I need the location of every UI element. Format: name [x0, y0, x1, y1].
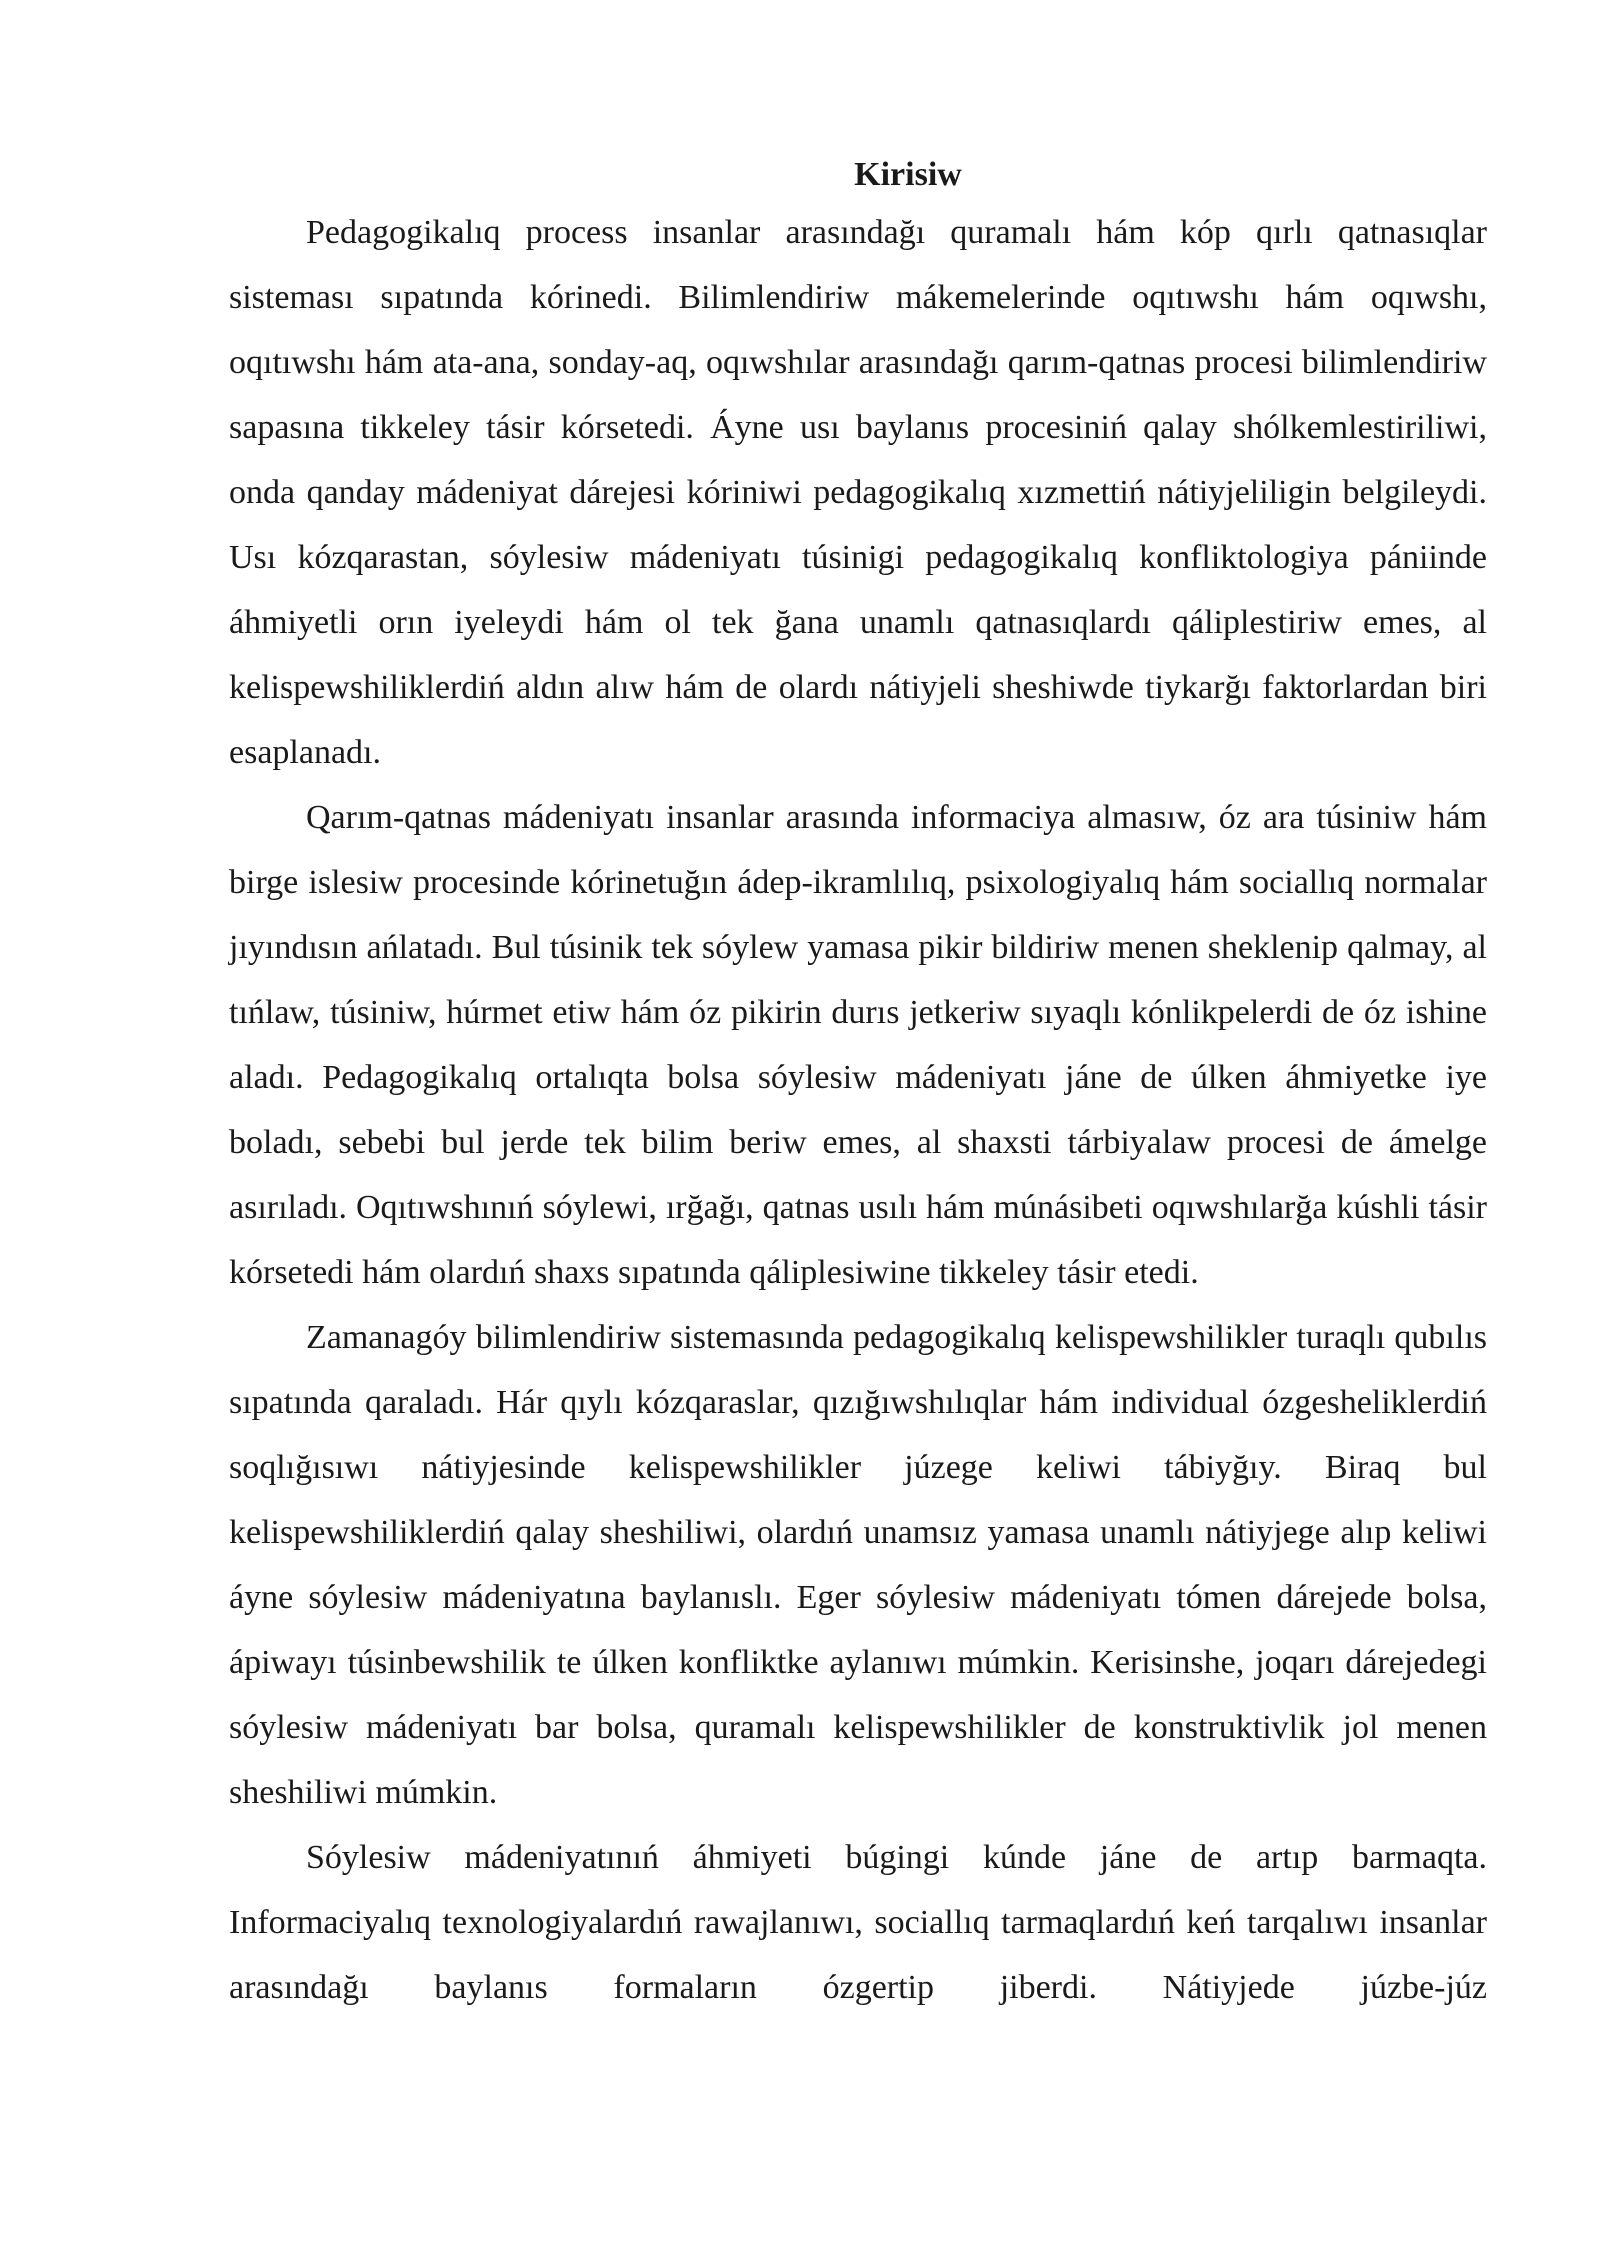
document-body [229, 150, 1487, 2020]
page-title: Kirisiw [854, 156, 962, 193]
paragraph: Pedagogikalıq process insanlar arasındağı quramalı hám kóp qırlı qatnasıqlar sisteması sıpatında kórinedi. Bilimlendiriw mákemelerinde oqıtıwshı hám oqıwshı, oqıtıwshı hám ata-ana, sonday-aq, oqıwshılar arasındağı qarım-qatnas procesi bilimlendiriw sapasına tikkeley tásir kórsetedi. Áyne usı baylanıs procesiniń qalay shólkemlestiriliwi, onda qanday mádeniyat dárejesi kóriniwi pedagogikalıq xızmettiń nátiyjeliligin belgileydi. Usı kózqarastan, sóylesiw mádeniyatı túsinigi pedagogikalıq konfliktologiya pániinde áhmiyetli orın iyeleydi hám ol tek ğana unamlı qatnasıqlardı qáliplestiriw emes, al kelispewshiliklerdiń aldın alıw hám de olardı nátiyjeli sheshiwde tiykarğı faktorlardan biri esaplanadı. [229, 214, 1487, 771]
paragraph: Zamanagóy bilimlendiriw sistemasında pedagogikalıq kelispewshilikler turaqlı qubılıs sıpatında qaraladı. Hár qıylı kózqaraslar, qızığıwshılıqlar hám individual ózgesheliklerdiń soqlığısıwı nátiyjesinde kelispewshilikler júzege keliwi tábiyğıy. Biraq bul kelispewshiliklerdiń qalay sheshiliwi, olardıń unamsız yamasa unamlı nátiyjege alıp keliwi áyne sóylesiw mádeniyatına baylanıslı. Eger sóylesiw mádeniyatı tómen dárejede bolsa, ápiwayı túsinbewshilik te úlken konfliktke aylanıwı múmkin. Kerisinshe, joqarı dárejedegi sóylesiw mádeniyatı bar bolsa, quramalı kelispewshilikler de konstruktivlik jol menen sheshiliwi múmkin. [229, 1319, 1487, 1811]
paragraph: Qarım-qatnas mádeniyatı insanlar arasında informaciya almasıw, óz ara túsiniw hám birge islesiw procesinde kórinetuğın ádep-ikramlılıq, psixologiyalıq hám sociallıq normalar jıyındısın ańlatadı. Bul túsinik tek sóylew yamasa pikir bildiriw menen sheklenip qalmay, al tıńlaw, túsiniw, húrmet etiw hám óz pikirin durıs jetkeriw sıyaqlı kónlikpelerdi de óz ishine aladı. Pedagogikalıq ortalıqta bolsa sóylesiw mádeniyatı jáne de úlken áhmiyetke iye boladı, sebebi bul jerde tek bilim beriw emes, al shaxsti tárbiyalaw procesi de ámelge asırıladı. Oqıtıwshınıń sóylewi, ırğağı, qatnas usılı hám múnásibeti oqıwshılarğa kúshli tásir kórsetedi hám olardıń shaxs sıpatında qáliplesiwine tikkeley tásir etedi. [229, 799, 1487, 1291]
paragraph: Sóylesiw mádeniyatınıń áhmiyeti búgingi kúnde jáne de artıp barmaqta. Informaciyalıq texnologiyalardıń rawajlanıwı, sociallıq tarmaqlardıń keń tarqalıwı insanlar arasındağı baylanıs formaların ózgertip jiberdi. Nátiyjede júzbe-júz [229, 1839, 1487, 2006]
